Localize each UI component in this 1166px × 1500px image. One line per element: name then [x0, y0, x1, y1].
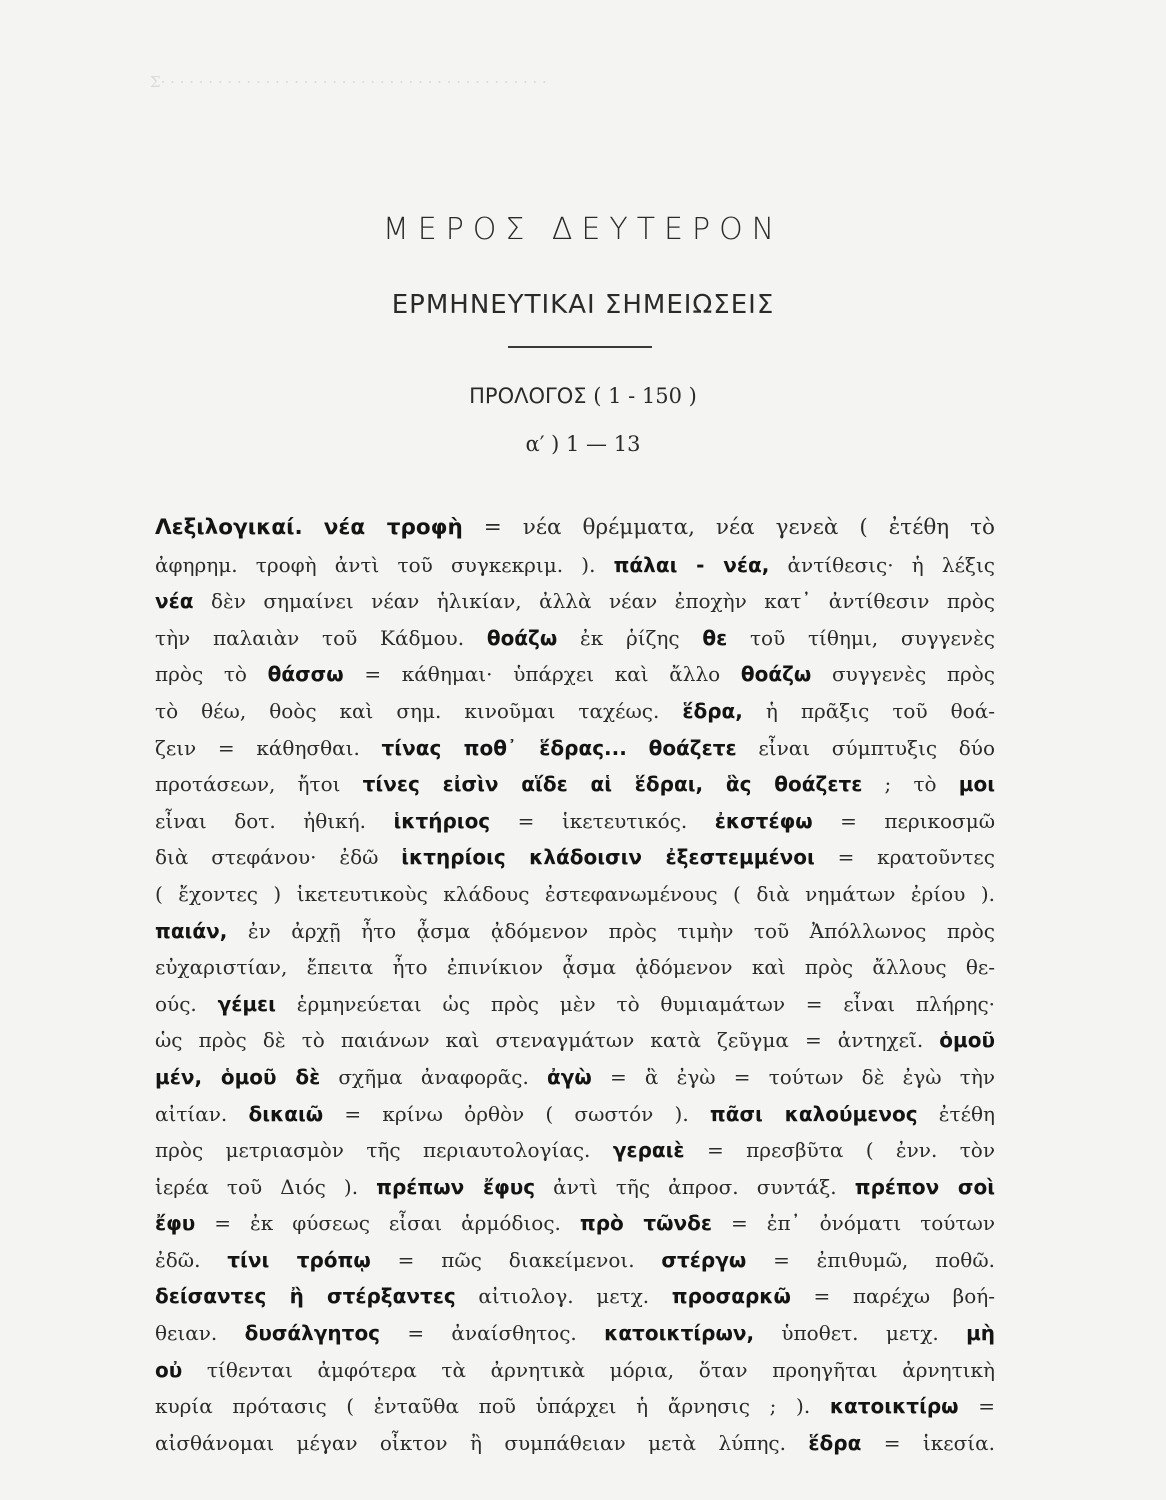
gloss-text: πρὸς τὸ: [155, 662, 268, 687]
text-line: [155, 1352, 995, 1389]
show-through-text: Σ· · · · · · · · · · · · · · · · · · · · · · · · · · · · · · · · · · · · · · · · ·: [150, 73, 547, 91]
lemma-term: τίνας ποθ᾿ ἕδρας...: [381, 735, 627, 760]
prologue-range: ( 1 - 150 ): [593, 384, 697, 408]
gloss-text: πρὸς μετριασμὸν τῆς περιαυτολογίας.: [155, 1138, 613, 1163]
gloss-text: = κάθημαι· ὑπάρχει καὶ ἄλλο: [343, 662, 741, 687]
gloss-text: ούς.: [155, 991, 218, 1016]
gloss-text: προτάσεων, ἤτοι: [155, 772, 363, 797]
lemma-term: προσαρκῶ: [671, 1284, 791, 1309]
lemma-term: νέα: [155, 589, 194, 614]
lemma-term: πάλαι - νέα,: [613, 552, 770, 577]
lemma-term: δικαιῶ: [248, 1101, 324, 1126]
gloss-text: = πρεσβῦτα ( ἐνν. τὸν: [684, 1138, 995, 1163]
lemma-term: τίνι τρόπῳ: [227, 1247, 371, 1272]
gloss-text: τὴν παλαιὰν τοῦ Κάδμου.: [155, 625, 487, 650]
text-line: [155, 1059, 995, 1096]
gloss-text: = νέα θρέμματα, νέα γενεὰ ( ἐτέθη τὸ: [462, 515, 996, 540]
text-line: [155, 949, 995, 986]
gloss-text: =: [958, 1394, 995, 1419]
gloss-text: εἶναι δοτ. ἠθική.: [155, 808, 394, 833]
lemma-term: πᾶσι καλούμενος: [709, 1101, 918, 1126]
gloss-text: αἰσθάνομαι μέγαν οἶκτον ἢ συμπάθειαν μετὰ λύπης.: [155, 1430, 809, 1455]
lemma-term: ἐκστέφω: [714, 808, 813, 833]
lemma-term: γεραιὲ: [612, 1138, 685, 1163]
text-line: [155, 986, 995, 1023]
gloss-text: εἶναι σύμπτυξις δύο: [736, 735, 995, 760]
lemma-term: ἱκτήριος: [393, 808, 491, 833]
gloss-text: = ἐπ᾿ ὀνόματι τούτων: [711, 1211, 995, 1236]
lemma-term: γέμει: [217, 991, 276, 1016]
part-title: ΜΕΡΟΣ ΔΕΥΤΕΡΟΝ: [382, 212, 784, 247]
lemma-term: πρέπων ἔφυς: [376, 1174, 536, 1199]
gloss-text: τίθενται ἀμφότερα τὰ ἀρνητικὰ μόρια, ὅταν προηγῆται ἀρνητικὴ: [182, 1357, 995, 1382]
gloss-text: αἰτιολογ. μετχ.: [455, 1284, 672, 1309]
text-line: [155, 583, 995, 620]
text-line: [155, 693, 995, 730]
gloss-text: συγγενὲς πρὸς: [811, 662, 995, 687]
gloss-text: ὑποθετ. μετχ.: [754, 1321, 967, 1346]
lemma-term: μοι: [958, 772, 995, 797]
gloss-text: τὸ θέω, θοὸς καὶ σημ. κινοῦμαι ταχέως.: [155, 698, 683, 723]
lemma-term: θοάζετε: [648, 735, 737, 760]
lemma-term: παιάν,: [155, 918, 228, 943]
prologue-heading: [0, 384, 1166, 408]
section-title: ΕΡΜΗΝΕΥΤΙΚΑΙ ΣΗΜΕΙΩΣΕΙΣ: [391, 290, 775, 320]
lemma-term: θε: [702, 625, 728, 650]
lemma-term: Λεξιλογικαί.: [155, 515, 303, 540]
gloss-text: τοῦ τίθημι, συγγενὲς: [727, 625, 996, 650]
lemma-term: πρὸ τῶνδε: [579, 1211, 712, 1236]
lemma-term: νέα τροφὴ: [323, 515, 463, 540]
text-line: [155, 1315, 995, 1352]
gloss-text: = κρίνω ὀρθὸν ( σωστόν ).: [323, 1101, 710, 1126]
text-line: [155, 620, 995, 657]
text-line: [155, 766, 995, 803]
gloss-text: = παρέχω βοή-: [790, 1284, 995, 1309]
gloss-text: διὰ στεφάνου· ἐδῶ: [155, 845, 402, 870]
gloss-text: ἀντίθεσις· ἡ λέξις: [769, 552, 995, 577]
gloss-text: ( ἔχοντες ) ἱκετευτικοὺς κλάδους ἐστεφανωμένους ( διὰ νημάτων ἐρίου ).: [155, 881, 995, 906]
gloss-text: κυρία πρότασις ( ἐνταῦθα ποῦ ὑπάρχει ἡ ἄρνησις ; ).: [155, 1394, 830, 1419]
gloss-text: ἑρμηνεύεται ὡς πρὸς μὲν τὸ θυμιαμάτων = εἶναι πλήρης·: [275, 991, 995, 1016]
lemma-term: στέργω: [661, 1247, 747, 1272]
text-line: [155, 1278, 995, 1315]
lemma-term: θάσσω: [267, 662, 344, 687]
lemma-term: κατοικτίρω: [829, 1394, 959, 1419]
gloss-text: ἡ πρᾶξις τοῦ θοά-: [742, 698, 995, 723]
subsection-heading: α′ ) 1 — 13: [525, 432, 641, 456]
lemma-term: δείσαντες ἢ στέρξαντες: [155, 1284, 456, 1309]
text-line: [155, 1132, 995, 1169]
text-line: [155, 1242, 995, 1279]
gloss-text: = ἐκ φύσεως εἶσαι ἁρμόδιος.: [195, 1211, 580, 1236]
lemma-term: ὁμοῦ: [939, 1028, 995, 1053]
lemma-term: μὴ: [966, 1321, 996, 1346]
text-line: [155, 510, 995, 547]
gloss-text: ἐτέθη: [917, 1101, 995, 1126]
text-line: [155, 730, 995, 767]
gloss-text: = ἀναίσθητος.: [380, 1321, 605, 1346]
title-rule: [508, 346, 652, 348]
lemma-term: ἔφυ: [155, 1211, 196, 1236]
gloss-text: [627, 736, 649, 760]
text-line: [155, 913, 995, 950]
lemma-term: θοάζω: [740, 662, 812, 687]
text-line: [155, 1022, 995, 1059]
prologue-label: ΠΡΟΛΟΓΟΣ: [469, 384, 587, 408]
text-line: [155, 1205, 995, 1242]
gloss-text: [303, 515, 324, 540]
gloss-text: ἱερέα τοῦ Διός ).: [155, 1174, 377, 1199]
text-line: [155, 656, 995, 693]
gloss-text: ; τὸ: [862, 772, 959, 797]
lemma-term: τίνες εἰσὶν αἵδε αἱ ἕδραι, ἃς θοάζετε: [362, 772, 863, 797]
gloss-text: = ἃ ἐγὼ = τούτων δὲ ἐγὼ τὴν: [591, 1064, 995, 1089]
lemma-term: δυσάλγητος: [244, 1321, 381, 1346]
lemma-term: ἕδρα: [808, 1430, 862, 1455]
text-line: [155, 1096, 995, 1133]
gloss-text: εὐχαριστίαν, ἔπειτα ἦτο ἐπινίκιον ᾆσμα ᾀδόμενον καὶ πρὸς ἄλλους θε-: [155, 955, 995, 980]
lemma-term: θοάζω: [486, 625, 558, 650]
gloss-text: ἐδῶ.: [155, 1247, 228, 1272]
text-line: [155, 1425, 995, 1462]
text-line: [155, 839, 995, 876]
gloss-text: = περικοσμῶ: [812, 808, 995, 833]
lemma-term: μέν, ὁμοῦ δὲ: [155, 1064, 321, 1089]
gloss-text: ζειν = κάθησθαι.: [155, 735, 382, 760]
gloss-text: αἰτίαν.: [155, 1101, 249, 1126]
gloss-text: = ἱκεσία.: [861, 1430, 995, 1455]
gloss-text: σχῆμα ἀναφορᾶς.: [320, 1064, 548, 1089]
lemma-term: οὐ: [155, 1357, 183, 1382]
gloss-text: = ἐπιθυμῶ, ποθῶ.: [746, 1247, 995, 1272]
text-line: [155, 1388, 995, 1425]
text-line: [155, 803, 995, 840]
gloss-text: ὡς πρὸς δὲ τὸ παιάνων καὶ στεναγμάτων κατὰ ζεῦγμα = ἀντηχεῖ.: [155, 1028, 940, 1053]
gloss-text: ἐν ἀρχῇ ἦτο ᾆσμα ᾀδόμενον πρὸς τιμὴν τοῦ Ἀπόλλωνος πρὸς: [227, 918, 995, 943]
lemma-term: ἱκτηρίοις κλάδοισιν ἐξεστεμμένοι: [401, 845, 815, 870]
gloss-text: ἀντὶ τῆς ἀπροσ. συντάξ.: [535, 1174, 855, 1199]
gloss-text: ἀφηρημ. τροφὴ ἀντὶ τοῦ συγκεκριμ. ).: [155, 552, 614, 577]
text-line: [155, 876, 995, 913]
gloss-text: = πῶς διακείμενοι.: [370, 1247, 662, 1272]
lemma-term: πρέπον σοὶ: [854, 1174, 996, 1199]
lemma-term: ἕδρα,: [682, 698, 743, 723]
lemma-term: κατοικτίρων,: [604, 1321, 755, 1346]
gloss-text: = κρατοῦντες: [814, 845, 995, 870]
text-line: [155, 1169, 995, 1206]
commentary-text: [155, 510, 995, 1461]
text-line: [155, 547, 995, 584]
gloss-text: θειαν.: [155, 1321, 245, 1346]
gloss-text: δὲν σημαίνει νέαν ἡλικίαν, ἀλλὰ νέαν ἐποχὴν κατ᾿ ἀντίθεσιν πρὸς: [193, 589, 995, 614]
gloss-text: ἐκ ῥίζης: [557, 625, 703, 650]
lemma-term: ἀγὼ: [547, 1064, 592, 1089]
gloss-text: = ἱκετευτικός.: [490, 808, 715, 833]
